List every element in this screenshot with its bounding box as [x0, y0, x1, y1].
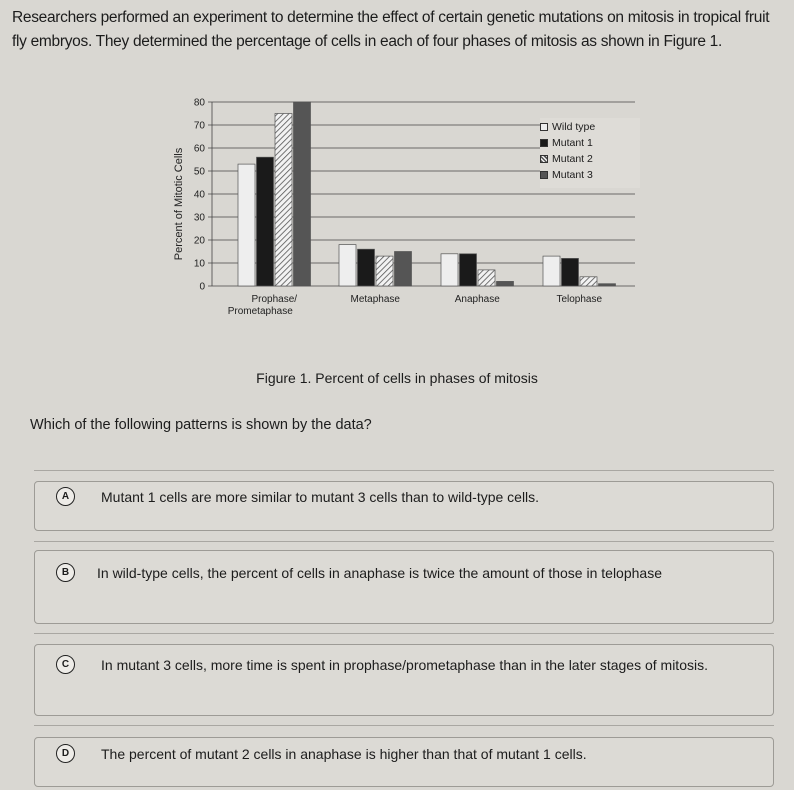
- choice-a-text: Mutant 1 cells are more similar to mutant 3 cells than to wild-type cells.: [101, 489, 540, 505]
- bar-mutant-3-4: [599, 284, 616, 286]
- legend-item-mutant-3: [540, 168, 593, 182]
- legend-label: Mutant 2: [552, 153, 593, 165]
- legend-item-wild-type: [540, 120, 595, 134]
- question-text: Which of the following patterns is shown by the data?: [30, 417, 372, 433]
- intro-text: Researchers performed an experiment to determine the effect of certain genetic mutations on mitosis in tropical fruit fly embryos. They determined the percentage of cells in each of four phases of mitosis as shown in Figure 1.: [12, 9, 770, 50]
- bar-mutant-2-4: [580, 277, 597, 286]
- y-tick-label: 0: [199, 281, 205, 293]
- y-tick-label: 20: [193, 235, 205, 247]
- legend-label: Mutant 3: [552, 169, 593, 181]
- y-tick-label: 10: [193, 258, 205, 270]
- choice-b-text: In wild-type cells, the percent of cells in anaphase is twice the amount of those in telophase: [97, 565, 662, 581]
- bar-mutant-2-1: [275, 114, 292, 287]
- x-tick-label: Metaphase: [350, 294, 400, 305]
- y-tick-label: 60: [193, 143, 205, 155]
- bar-mutant-2-2: [376, 256, 393, 286]
- x-tick-label: Telophase: [556, 294, 603, 305]
- bar-wild-type-1: [238, 164, 255, 286]
- y-tick-label: 80: [193, 97, 205, 109]
- divider: [34, 725, 774, 726]
- choice-a-letter: A: [56, 487, 75, 506]
- bar-mutant-1-2: [358, 249, 375, 286]
- y-tick-label: 50: [193, 166, 205, 178]
- legend-label: Wild type: [552, 121, 596, 133]
- choice-c[interactable]: [34, 644, 774, 716]
- bar-wild-type-4: [543, 256, 560, 286]
- choice-d-letter: D: [56, 744, 75, 763]
- x-tick-labels: [228, 294, 603, 317]
- bar-mutant-3-1: [294, 102, 311, 286]
- x-tick-label: Prophase/ Prometaphase: [227, 294, 298, 317]
- divider: [34, 470, 774, 471]
- choice-d[interactable]: [34, 737, 774, 787]
- choice-b-letter: B: [56, 563, 75, 582]
- bar-mutant-1-3: [460, 254, 477, 286]
- bar-mutant-1-4: [562, 258, 579, 286]
- choice-c-text: In mutant 3 cells, more time is spent in prophase/prometaphase than in the later stages of mitosis.: [101, 657, 708, 673]
- bar-wild-type-2: [339, 245, 356, 286]
- bar-wild-type-3: [441, 254, 458, 286]
- divider: [34, 633, 774, 634]
- y-tick-label: 30: [193, 212, 205, 224]
- chart-legend: [540, 118, 640, 188]
- choice-d-text: The percent of mutant 2 cells in anaphase is higher than that of mutant 1 cells.: [101, 746, 587, 762]
- x-tick-label: Anaphase: [454, 294, 500, 305]
- figure-caption: Figure 1. Percent of cells in phases of mitosis: [256, 370, 538, 386]
- bar-mutant-3-2: [395, 252, 412, 287]
- y-tick-label: 70: [193, 120, 205, 132]
- legend-swatch: [540, 139, 548, 147]
- legend-swatch: [540, 171, 548, 179]
- choice-c-letter: C: [56, 655, 75, 674]
- divider: [34, 541, 774, 542]
- bar-mutant-2-3: [478, 270, 495, 286]
- y-axis-label: Percent of Mitotic Cells: [173, 147, 185, 261]
- y-tick-label: 40: [193, 189, 205, 201]
- legend-swatch: [540, 123, 548, 131]
- y-tick-labels: [194, 98, 206, 293]
- legend-item-mutant-2: [540, 152, 593, 166]
- legend-label: Mutant 1: [552, 137, 593, 149]
- legend-item-mutant-1: [540, 136, 593, 150]
- legend-swatch: [540, 155, 548, 163]
- bar-mutant-3-3: [497, 281, 514, 286]
- choice-b[interactable]: [34, 550, 774, 624]
- bar-mutant-1-1: [257, 157, 274, 286]
- choice-a[interactable]: [34, 481, 774, 531]
